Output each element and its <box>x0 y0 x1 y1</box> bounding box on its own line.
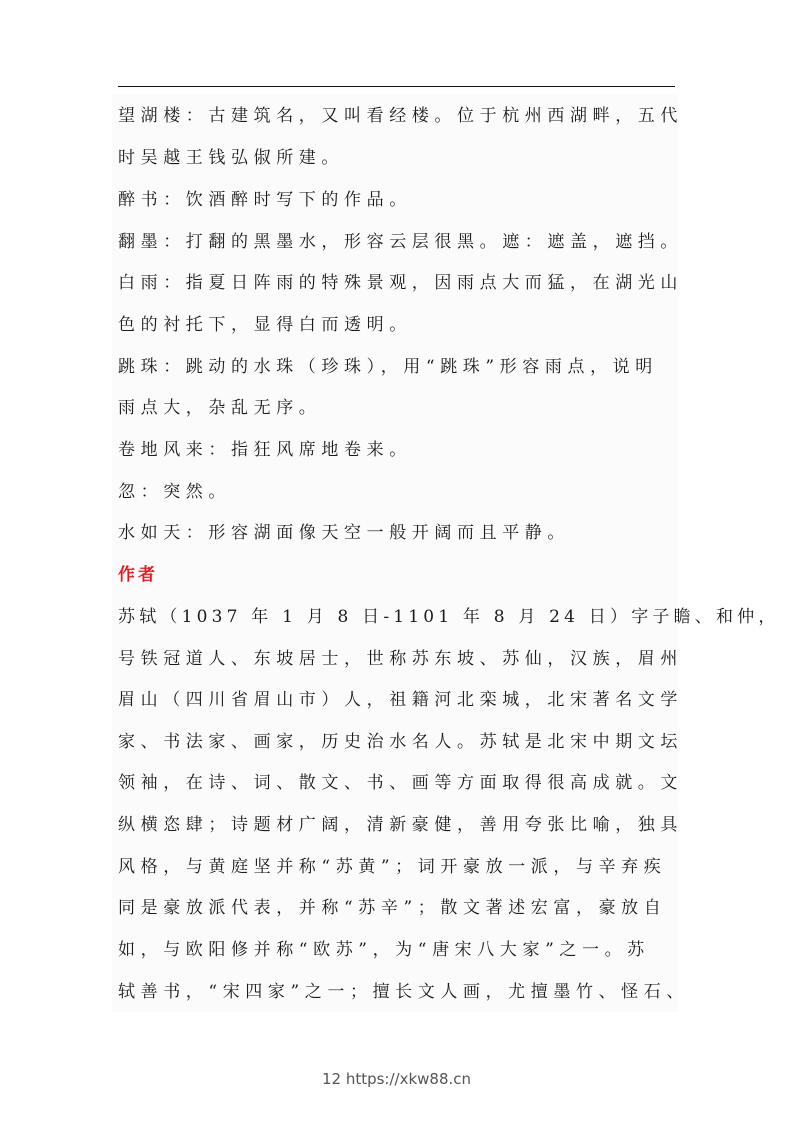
author-line: 同是豪放派代表，并称“苏辛”；散文著述宏富，豪放自 <box>118 898 667 918</box>
annotation-hu: 忽：突然。 <box>118 482 231 502</box>
annotation-wanghulou-line-1: 望湖楼：古建筑名，又叫看经楼。位于杭州西湖畔，五代 <box>118 106 683 126</box>
author-line: 轼善书，“宋四家”之一；擅长文人画，尤擅墨竹、怪石、 <box>118 982 689 1002</box>
author-line: 领袖，在诗、词、散文、书、画等方面取得很高成就。文 <box>118 773 683 793</box>
annotation-wanghulou-line-2: 时吴越王钱弘俶所建。 <box>118 148 344 168</box>
annotation-juandifenglai: 卷地风来：指狂风席地卷来。 <box>118 440 412 460</box>
author-line: 家、书法家、画家，历史治水名人。苏轼是北宋中期文坛 <box>118 732 683 752</box>
page-footer: 12 https://xkw88.cn <box>321 1070 472 1088</box>
header-rule <box>118 86 675 87</box>
author-line: 风格，与黄庭坚并称“苏黄”；词开豪放一派，与辛弃疾 <box>118 857 667 877</box>
annotation-shuirutian: 水如天：形容湖面像天空一般开阔而且平静。 <box>118 523 570 543</box>
annotation-tiaozhu-line-1: 跳珠：跳动的水珠（珍珠），用“跳珠”形容雨点，说明 <box>118 357 658 377</box>
annotation-zuishu: 醉书：饮酒醉时写下的作品。 <box>118 190 412 210</box>
annotation-fanmo: 翻墨：打翻的黑墨水，形容云层很黑。遮：遮盖，遮挡。 <box>118 232 683 252</box>
author-line: 如，与欧阳修并称“欧苏”，为“唐宋八大家”之一。苏 <box>118 940 650 960</box>
section-heading-author: 作者 <box>118 565 158 585</box>
author-line: 苏轼（1037 年 1 月 8 日-1101 年 8 月 24 日）字子瞻、和仲， <box>118 607 780 627</box>
annotation-baiyu-line-2: 色的衬托下，显得白而透明。 <box>118 315 412 335</box>
annotation-baiyu-line-1: 白雨：指夏日阵雨的特殊景观，因雨点大而猛，在湖光山 <box>118 273 683 293</box>
author-line: 号铁冠道人、东坡居士，世称苏东坡、苏仙，汉族，眉州 <box>118 649 683 669</box>
author-line: 眉山（四川省眉山市）人，祖籍河北栾城，北宋著名文学 <box>118 690 683 710</box>
annotation-tiaozhu-line-2: 雨点大，杂乱无序。 <box>118 398 322 418</box>
author-line: 纵横恣肆；诗题材广阔，清新豪健，善用夸张比喻，独具 <box>118 815 683 835</box>
